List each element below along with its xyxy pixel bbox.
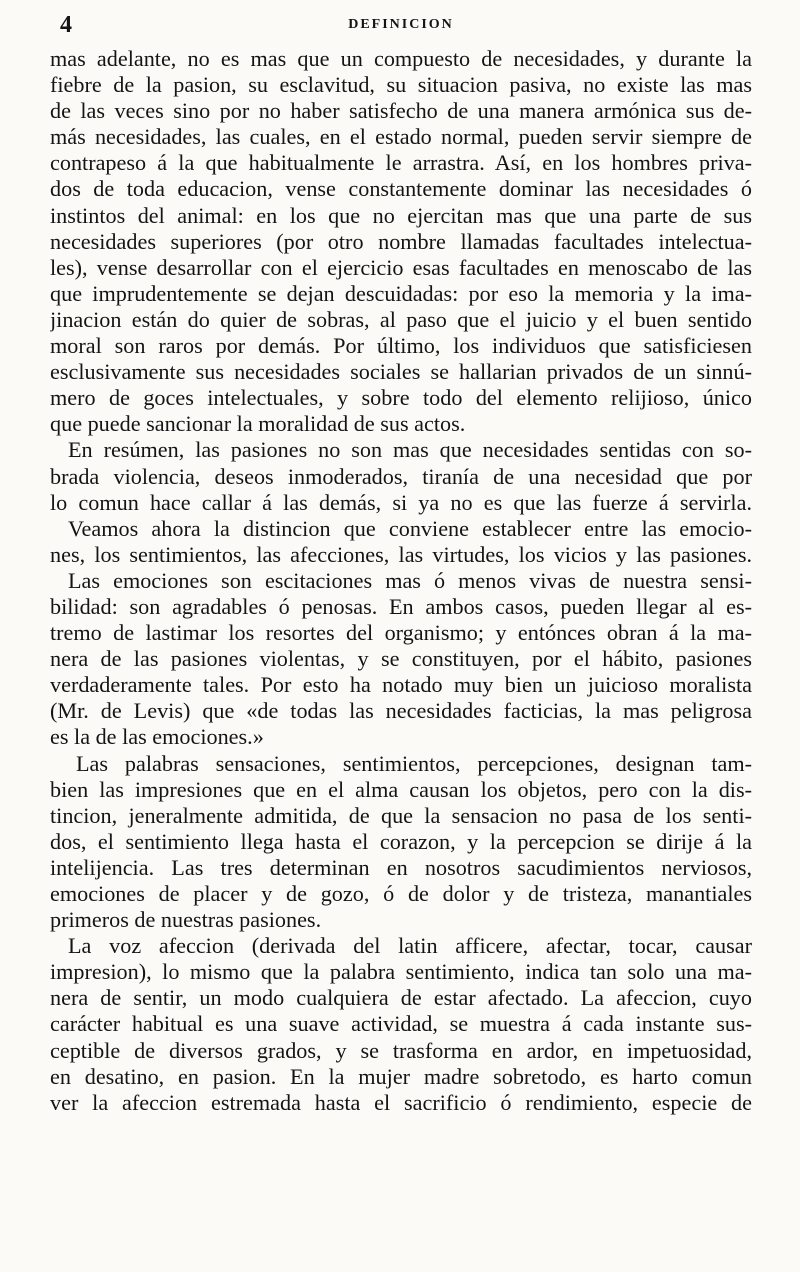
text-line: mero de goces intelectuales, y sobre todo del elemento relijioso, único <box>50 385 752 411</box>
text-line: en desatino, en pasion. En la mujer madre sobretodo, es harto comun <box>50 1063 752 1089</box>
text-line: necesidades superiores (por otro nombre llamadas facultades intelectua- <box>50 228 752 254</box>
text-line: mas adelante, no es mas que un compuesto de necesidades, y durante la <box>50 46 752 71</box>
text-line: verdaderamente tales. Por esto ha notado muy bien un juicioso moralista <box>50 672 752 698</box>
running-title: DEFINICION <box>348 17 454 32</box>
text-line: fiebre de la pasion, su esclavitud, su situacion pasiva, no existe las mas <box>50 72 752 98</box>
text-line: dos de toda educacion, vense constantemente dominar las necesidades ó <box>50 176 752 202</box>
text-line: tremo de lastimar los resortes del organismo; y entónces obran á la ma- <box>50 620 752 646</box>
text-line: bilidad: son agradables ó penosas. En ambos casos, pueden llegar al es- <box>50 593 752 619</box>
text-line: brada violencia, deseos inmoderados, tiranía de una necesidad que por <box>50 463 752 489</box>
text-line: ver la afeccion estremada hasta el sacrificio ó rendimiento, especie de <box>50 1089 752 1115</box>
text-line: Veamos ahora la distincion que conviene establecer entre las emocio- <box>68 515 752 541</box>
text-line: ceptible de diversos grados, y se trasforma en ardor, en impetuosidad, <box>50 1037 752 1063</box>
text-line: Las emociones son escitaciones mas ó menos vivas de nuestra sensi- <box>68 567 752 593</box>
text-line: esclusivamente sus necesidades sociales se hallarian privados de un sinnú- <box>50 359 752 385</box>
text-line: contrapeso á la que habitualmente le arrastra. Así, en los hombres priva- <box>50 150 752 176</box>
text-line: carácter habitual es una suave actividad, se muestra á cada instante sus- <box>50 1011 752 1037</box>
text-line: que puede sancionar la moralidad de sus actos. <box>50 411 466 437</box>
text-line: emociones de placer y de gozo, ó de dolor y de tristeza, manantiales <box>50 881 752 906</box>
text-line: moral son raros por demás. Por último, los individuos que satisficiesen <box>50 333 752 359</box>
text-line: dos, el sentimiento llega hasta el corazon, y la percepcion se dirije á la <box>50 828 752 854</box>
text-line: que imprudentemente se dejan descuidadas: por eso la memoria y la ima- <box>50 280 752 306</box>
text-line: La voz afeccion (derivada del latin afficere, afectar, tocar, causar <box>68 933 752 959</box>
text-line: de las veces sino por no haber satisfecho de una manera armónica sus de- <box>50 98 752 124</box>
text-line: instintos del animal: en los que no ejercitan mas que una parte de sus <box>50 202 752 228</box>
text-line: nera de las pasiones violentas, y se constituyen, por el hábito, pasiones <box>50 646 752 672</box>
text-line: jinacion están do quier de sobras, al paso que el juicio y el buen sentido <box>50 306 752 332</box>
page-number: 4 <box>60 12 72 38</box>
text-line: bien las impresiones que en el alma causan los objetos, pero con la dis- <box>50 776 752 802</box>
text-line: les), vense desarrollar con el ejercicio esas facultades en menoscabo de las <box>50 254 752 280</box>
body-text <box>50 46 752 1116</box>
text-line: es la de las emociones.» <box>50 724 264 750</box>
text-line: En resúmen, las pasiones no son mas que necesidades sentidas con so- <box>68 437 752 463</box>
text-line: más necesidades, las cuales, en el estado normal, pueden servir siempre de <box>50 124 752 150</box>
text-line: tincion, jeneralmente admitida, de que la sensacion no pasa de los senti- <box>50 802 752 828</box>
text-line: Las palabras sensaciones, sentimientos, percepciones, designan tam- <box>76 750 752 776</box>
text-line: intelijencia. Las tres determinan en nosotros sacudimientos nerviosos, <box>50 854 752 880</box>
text-line: lo comun hace callar á las demás, si ya no es que las fuerze á servirla. <box>50 489 752 515</box>
running-head <box>50 8 752 44</box>
text-line: (Mr. de Levis) que «de todas las necesidades facticias, la mas peligrosa <box>50 698 752 724</box>
text-line: nera de sentir, un modo cualquiera de estar afectado. La afeccion, cuyo <box>50 985 752 1011</box>
text-line: impresion), lo mismo que la palabra sentimiento, indica tan solo una ma- <box>50 959 752 985</box>
text-line: primeros de nuestras pasiones. <box>50 907 322 933</box>
text-line: nes, los sentimientos, las afecciones, las virtudes, los vicios y las pasiones. <box>50 541 752 567</box>
